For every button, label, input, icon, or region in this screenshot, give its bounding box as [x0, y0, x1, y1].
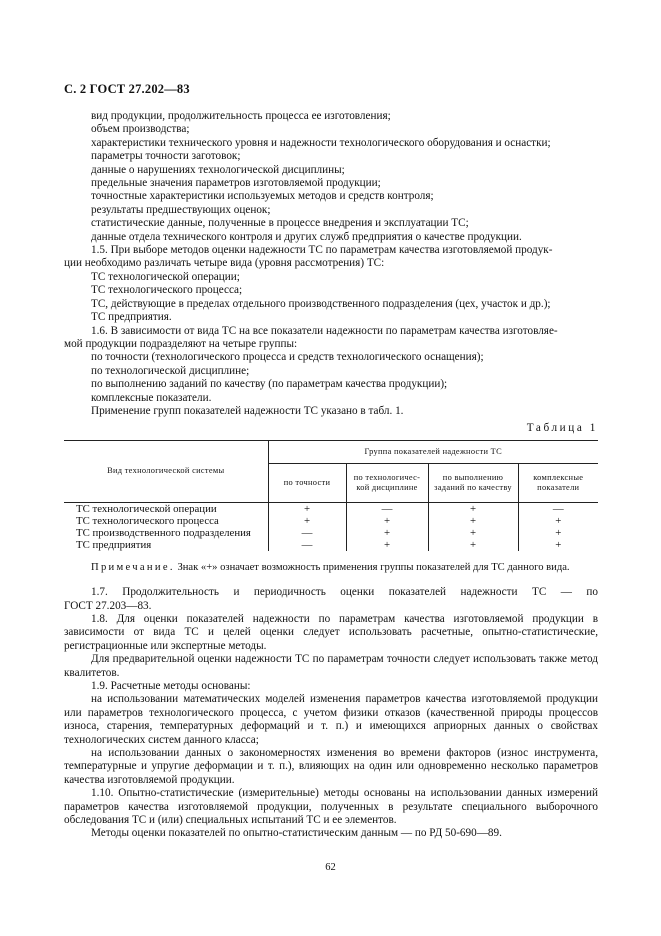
list-item: характеристики технического уровня и надежности технологического оборудования и оснастки;	[91, 136, 551, 149]
list-item: по выполнению заданий по качеству (по параметрам качества продукции);	[91, 378, 448, 391]
note-text: Знак «+» означает возможность применения группы показателей для ТС данного вида.	[177, 561, 570, 573]
note-label: Примечание.	[91, 561, 175, 573]
list-item: комплексные показатели.	[91, 391, 212, 404]
clause-1-7-line2: ГОСТ 27.203—83.	[64, 599, 152, 612]
table-1	[64, 440, 598, 551]
clause-1-6-after: Применение групп показателей надежности ТС указано в табл. 1.	[91, 404, 404, 417]
list-item: предельные значения параметров изготовляемой продукции;	[91, 177, 381, 190]
list-item: объем производства;	[91, 123, 190, 136]
clause-1-6-line1: 1.6. В зависимости от вида ТС на все показатели надежности по параметрам качества изготовляе-	[91, 324, 558, 337]
page-number: 62	[325, 862, 336, 873]
table-cell-system: ТС производственного подразделения	[76, 526, 251, 539]
clause-1-5-line1: 1.5. При выборе методов оценки надежности ТС по параметрам качества изготовляемой продук-	[91, 244, 553, 257]
list-item: параметры точности заготовок;	[91, 150, 241, 163]
table-subheader: по выполнению заданий по качеству	[428, 463, 518, 502]
body-text	[64, 110, 598, 841]
clause-1-9-title: 1.9. Расчетные методы основаны:	[91, 680, 251, 692]
table-cell: +	[518, 515, 598, 527]
table-cell: +	[428, 539, 518, 551]
table-cell: +	[268, 502, 346, 515]
table-cell: —	[268, 539, 346, 551]
list-item: данные о нарушениях технологической дисциплины;	[91, 163, 345, 176]
clause-1-9-text1: на использовании математических моделей изменения параметров качества изготовляемой продукции или параметров технологического процесса, с учетом физики отказов (качественной природы процессов износа, старения, температурных деформаций и т. п.) и имеющихся априорных данных о свойствах технологических систем данного класса;	[64, 693, 598, 746]
table-caption: Таблица 1	[526, 422, 598, 435]
table-cell: +	[428, 515, 518, 527]
list-item: статистические данные, полученные в процессе внедрения и эксплуатации ТС;	[91, 217, 469, 230]
table-subheader: по точности	[268, 463, 346, 502]
table-header-system: Вид технологической системы	[64, 440, 268, 502]
clause-1-9-text2: на использовании данных о закономерностях изменения во времени факторов (износ инструмента, температурные и упругие деформации и т. п.), влияющих на один или одновременно несколько параметров качества изготовляемой продукции.	[64, 747, 598, 786]
clause-1-5-line2: ции необходимо различать четыре вида (уровня рассмотрения) ТС:	[64, 257, 385, 270]
table-cell: —	[268, 527, 346, 539]
table-cell: +	[518, 527, 598, 539]
clause-1-10: 1.10. Опытно-статистические (измерительные) методы основаны на использовании данных измерений параметров качества изготовляемой продукции, полученных в результате специального выборочного обследования ТС и (или) специальных испытаний ТС и ее элементов.	[64, 787, 598, 827]
list-item: по технологической дисциплине;	[91, 364, 250, 377]
list-item: точностные характеристики используемых методов и средств контроля;	[91, 190, 434, 203]
list-item: ТС технологической операции;	[91, 270, 240, 283]
table-header-group: Группа показателей надежности ТС	[268, 440, 598, 463]
table-cell: +	[428, 527, 518, 539]
table-row	[64, 502, 598, 515]
clause-1-8-extra: Для предварительной оценки надежности ТС по параметрам точности следует использовать также метод квалитетов.	[64, 653, 598, 679]
table-cell-system: ТС технологической операции	[76, 502, 217, 515]
list-item: вид продукции, продолжительность процесса ее изготовления;	[91, 110, 391, 122]
table-cell: +	[346, 527, 428, 539]
table-note	[64, 561, 598, 574]
table-cell-system: ТС технологического процесса	[76, 514, 219, 527]
table-cell: +	[268, 515, 346, 527]
table-cell: +	[428, 502, 518, 515]
list-item: по точности (технологического процесса и средств технологического оснащения);	[91, 351, 484, 364]
table-cell: +	[518, 539, 598, 551]
table-cell: +	[346, 515, 428, 527]
table-row	[64, 527, 598, 539]
clause-1-8: 1.8. Для оценки показателей надежности по параметрам качества изготовляемой продукции в зависимости от вида ТС и целей оценки следует использовать расчетные, опытно-статистические, регистрационные или экспертные методы.	[64, 612, 598, 652]
list-item: ТС, действующие в пределах отдельного производственного подразделения (цех, участок и др.);	[91, 297, 551, 310]
table-cell: —	[518, 502, 598, 515]
table-cell: —	[346, 502, 428, 515]
table-subheader: комплексные показатели	[518, 463, 598, 502]
list-item: ТС предприятия.	[91, 311, 172, 324]
table-subheader: по технологичес-кой дисциплине	[346, 463, 428, 502]
page-header: С. 2 ГОСТ 27.202—83	[64, 82, 190, 96]
clause-1-7-line1: 1.7. Продолжительность и периодичность оценки показателей надежности ТС — по	[91, 586, 598, 599]
clause-1-6-line2: мой продукции подразделяют на четыре группы:	[64, 337, 298, 350]
table-cell: +	[346, 539, 428, 551]
list-item: ТС технологического процесса;	[91, 284, 243, 297]
table-row	[64, 515, 598, 527]
list-item: результаты предшествующих оценок;	[91, 203, 271, 216]
table-cell-system: ТС предприятия	[76, 538, 152, 551]
table-row	[64, 539, 598, 551]
clause-1-10-extra: Методы оценки показателей по опытно-статистическим данным — по РД 50-690—89.	[91, 827, 502, 840]
list-item: данные отдела технического контроля и других служб предприятия о качестве продукции.	[91, 230, 522, 243]
